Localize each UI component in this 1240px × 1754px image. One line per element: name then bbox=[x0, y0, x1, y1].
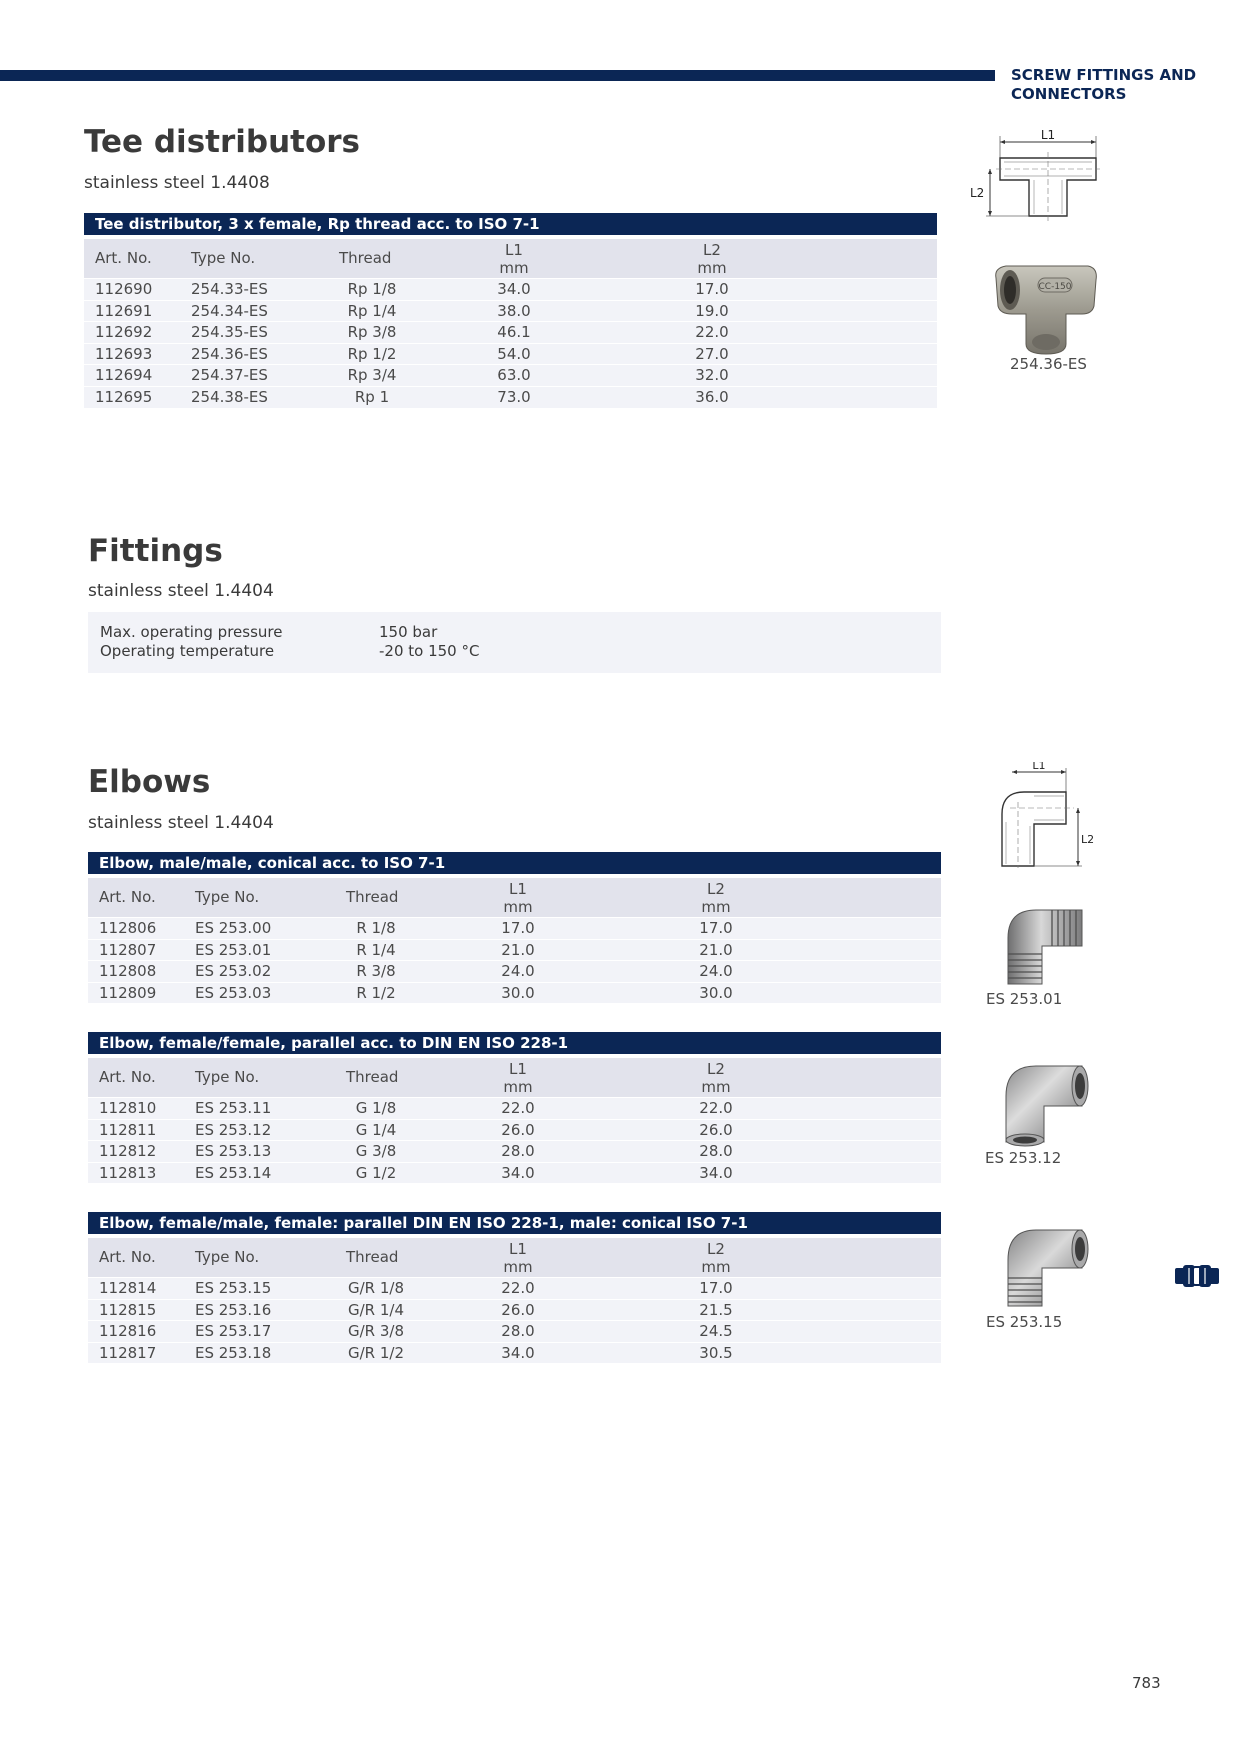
cell-type: ES 253.00 bbox=[195, 919, 272, 937]
photo-marking: CC-150 bbox=[1038, 282, 1072, 292]
col-l1-unit: mm bbox=[503, 1078, 533, 1096]
col-l2-unit: mm bbox=[697, 259, 727, 277]
cell-thread: G/R 1/8 bbox=[347, 1279, 404, 1297]
tee-material: stainless steel 1.4408 bbox=[84, 173, 270, 193]
cell-l1: 22.0 bbox=[501, 1099, 535, 1117]
cell-type: ES 253.01 bbox=[195, 940, 272, 959]
tee-dimension-diagram bbox=[968, 128, 1103, 224]
dim-label-l2: L2 bbox=[1081, 833, 1095, 846]
col-art-no: Art. No. bbox=[99, 1068, 156, 1086]
table-header bbox=[88, 878, 941, 917]
elbow-dimension-diagram bbox=[990, 762, 1105, 870]
fittings-title: Fittings bbox=[88, 533, 223, 569]
elbow-photo-male-male bbox=[994, 888, 1090, 988]
cell-thread: G/R 1/4 bbox=[347, 1300, 404, 1319]
cell-l1: 46.1 bbox=[497, 323, 531, 342]
cell-art: 112815 bbox=[99, 1300, 157, 1319]
cell-thread: G 1/4 bbox=[355, 1120, 397, 1139]
cell-l1: 38.0 bbox=[497, 301, 531, 320]
cell-l2: 22.0 bbox=[695, 323, 729, 342]
cell-thread: Rp 1 bbox=[354, 387, 390, 406]
cell-type: ES 253.15 bbox=[195, 1279, 272, 1297]
cell-thread: Rp 3/4 bbox=[347, 366, 397, 385]
cell-l1: 34.0 bbox=[497, 280, 531, 298]
cell-type: ES 253.03 bbox=[195, 983, 272, 1002]
cell-l1: 28.0 bbox=[501, 1142, 535, 1161]
table-body bbox=[84, 278, 937, 408]
cell-l1: 34.0 bbox=[501, 1343, 535, 1362]
cell-l2: 21.0 bbox=[699, 940, 733, 959]
table-caption: Elbow, female/male, female: parallel DIN EN ISO 228-1, male: conical ISO 7-1 bbox=[88, 1212, 941, 1234]
cell-art: 112807 bbox=[99, 940, 157, 959]
cell-l1: 34.0 bbox=[501, 1163, 535, 1182]
col-l2-unit: mm bbox=[701, 1078, 731, 1096]
elbow-table-male-male bbox=[88, 852, 941, 1003]
table-row bbox=[88, 1320, 941, 1342]
table-row bbox=[88, 939, 941, 961]
col-art-no: Art. No. bbox=[99, 1248, 156, 1266]
cell-l2: 19.0 bbox=[695, 301, 729, 320]
cell-l1: 30.0 bbox=[501, 983, 535, 1002]
elbow-photo-caption-3: ES 253.15 bbox=[986, 1313, 1063, 1331]
cell-art: 112810 bbox=[99, 1099, 157, 1117]
cell-type: 254.36-ES bbox=[191, 344, 268, 363]
col-l1: L1 bbox=[505, 241, 523, 259]
cell-l2: 26.0 bbox=[699, 1120, 733, 1139]
table-row bbox=[88, 1299, 941, 1321]
table-header bbox=[84, 239, 937, 278]
cell-art: 112816 bbox=[99, 1322, 157, 1341]
header-bar bbox=[0, 70, 995, 81]
cell-thread: R 3/8 bbox=[356, 962, 396, 981]
cell-art: 112808 bbox=[99, 962, 157, 981]
table-row bbox=[88, 1140, 941, 1162]
cell-art: 112812 bbox=[99, 1142, 157, 1161]
elbow-photo-female-male bbox=[994, 1210, 1090, 1310]
cell-thread: Rp 1/2 bbox=[347, 344, 397, 363]
cell-l2: 27.0 bbox=[695, 344, 729, 363]
cell-art: 112813 bbox=[99, 1163, 157, 1182]
cell-l1: 22.0 bbox=[501, 1279, 535, 1297]
elbow-photo-caption-2: ES 253.12 bbox=[985, 1149, 1062, 1167]
elbows-material: stainless steel 1.4404 bbox=[88, 813, 274, 833]
cell-l2: 17.0 bbox=[699, 919, 733, 937]
spec-label-pressure: Max. operating pressure bbox=[100, 623, 283, 641]
table-row bbox=[88, 1342, 941, 1364]
cell-l1: 63.0 bbox=[497, 366, 531, 385]
tee-title: Tee distributors bbox=[84, 124, 360, 160]
page-number: 783 bbox=[1132, 1674, 1161, 1692]
cell-thread: R 1/8 bbox=[356, 919, 396, 937]
table-row bbox=[88, 1097, 941, 1119]
cell-thread: G 1/8 bbox=[355, 1099, 397, 1117]
cell-art: 112806 bbox=[99, 919, 157, 937]
cell-art: 112809 bbox=[99, 983, 157, 1002]
elbow-table-female-female bbox=[88, 1032, 941, 1183]
cell-type: ES 253.02 bbox=[195, 962, 272, 981]
table-caption: Elbow, male/male, conical acc. to ISO 7-1 bbox=[88, 852, 941, 874]
cell-thread: G 3/8 bbox=[355, 1142, 397, 1161]
cell-thread: Rp 1/8 bbox=[347, 280, 397, 298]
table-header bbox=[88, 1238, 941, 1277]
col-l2: L2 bbox=[707, 1060, 725, 1078]
cell-art: 112695 bbox=[95, 387, 153, 406]
col-l1-unit: mm bbox=[499, 259, 529, 277]
table-caption: Elbow, female/female, parallel acc. to DIN EN ISO 228-1 bbox=[88, 1032, 941, 1054]
col-thread: Thread bbox=[346, 1068, 399, 1086]
col-l2: L2 bbox=[707, 1240, 725, 1258]
elbow-table-female-male bbox=[88, 1212, 941, 1363]
cell-thread: R 1/4 bbox=[356, 940, 396, 959]
col-type-no: Type No. bbox=[195, 1068, 260, 1086]
cell-l2: 30.0 bbox=[699, 983, 733, 1002]
cell-l2: 21.5 bbox=[699, 1300, 733, 1319]
cell-type: ES 253.13 bbox=[195, 1142, 272, 1161]
cell-l2: 24.5 bbox=[699, 1322, 733, 1341]
cell-l2: 34.0 bbox=[699, 1163, 733, 1182]
elbow-photo-female-female bbox=[994, 1048, 1090, 1148]
cell-l1: 26.0 bbox=[501, 1120, 535, 1139]
table-caption: Tee distributor, 3 x female, Rp thread acc. to ISO 7-1 bbox=[84, 213, 937, 235]
cell-type: ES 253.18 bbox=[195, 1343, 272, 1362]
col-l1: L1 bbox=[509, 880, 527, 898]
cell-thread: G/R 1/2 bbox=[347, 1343, 404, 1362]
cell-l1: 54.0 bbox=[497, 344, 531, 363]
cell-l1: 21.0 bbox=[501, 940, 535, 959]
col-l2: L2 bbox=[707, 880, 725, 898]
cell-l2: 30.5 bbox=[699, 1343, 733, 1362]
table-row bbox=[88, 917, 941, 939]
cell-l2: 22.0 bbox=[699, 1099, 733, 1117]
table-row bbox=[84, 278, 937, 300]
col-thread: Thread bbox=[346, 888, 399, 906]
cell-type: ES 253.17 bbox=[195, 1322, 272, 1341]
cell-type: ES 253.12 bbox=[195, 1120, 272, 1139]
cell-l2: 17.0 bbox=[695, 280, 729, 298]
cell-art: 112811 bbox=[99, 1120, 157, 1139]
spec-label-temperature: Operating temperature bbox=[100, 642, 275, 660]
spec-box bbox=[88, 612, 941, 673]
table-row bbox=[84, 321, 937, 343]
table-row bbox=[88, 960, 941, 982]
cell-art: 112693 bbox=[95, 344, 153, 363]
col-type-no: Type No. bbox=[191, 249, 256, 267]
elbows-title: Elbows bbox=[88, 764, 211, 800]
cell-type: 254.35-ES bbox=[191, 323, 268, 342]
spec-value-temperature: -20 to 150 °C bbox=[379, 642, 480, 660]
cell-l2: 24.0 bbox=[699, 962, 733, 981]
table-row bbox=[84, 343, 937, 365]
cell-thread: G 1/2 bbox=[355, 1163, 397, 1182]
table-row bbox=[88, 1119, 941, 1141]
col-art-no: Art. No. bbox=[99, 888, 156, 906]
cell-l1: 73.0 bbox=[497, 387, 531, 406]
cell-art: 112691 bbox=[95, 301, 153, 320]
dim-label-l2: L2 bbox=[970, 186, 985, 200]
col-l1: L1 bbox=[509, 1060, 527, 1078]
spec-value-pressure: 150 bar bbox=[379, 623, 438, 641]
cell-l2: 17.0 bbox=[699, 1279, 733, 1297]
table-row bbox=[84, 386, 937, 408]
cell-l2: 28.0 bbox=[699, 1142, 733, 1161]
col-thread: Thread bbox=[339, 249, 392, 267]
cell-thread: Rp 1/4 bbox=[347, 301, 397, 320]
fittings-material: stainless steel 1.4404 bbox=[88, 581, 274, 601]
cell-type: ES 253.14 bbox=[195, 1163, 272, 1182]
cell-art: 112814 bbox=[99, 1279, 157, 1297]
cell-l1: 26.0 bbox=[501, 1300, 535, 1319]
table-header bbox=[88, 1058, 941, 1097]
cell-thread: G/R 3/8 bbox=[347, 1322, 404, 1341]
col-l1: L1 bbox=[509, 1240, 527, 1258]
cell-type: 254.33-ES bbox=[191, 280, 268, 298]
col-art-no: Art. No. bbox=[95, 249, 152, 267]
col-l2: L2 bbox=[703, 241, 721, 259]
cell-art: 112690 bbox=[95, 280, 153, 298]
section-label: SCREW FITTINGS AND CONNECTORS bbox=[1011, 66, 1197, 103]
cell-type: ES 253.11 bbox=[195, 1099, 272, 1117]
col-type-no: Type No. bbox=[195, 888, 260, 906]
cell-type: ES 253.16 bbox=[195, 1300, 272, 1319]
tee-photo-caption: 254.36-ES bbox=[1010, 355, 1087, 373]
fittings-category-icon bbox=[1174, 1262, 1220, 1290]
cell-l1: 17.0 bbox=[501, 919, 535, 937]
tee-fitting-photo bbox=[990, 262, 1102, 356]
table-row bbox=[88, 982, 941, 1004]
cell-l1: 24.0 bbox=[501, 962, 535, 981]
dim-label-l1: L1 bbox=[1032, 762, 1046, 772]
col-l1-unit: mm bbox=[503, 1258, 533, 1276]
cell-l1: 28.0 bbox=[501, 1322, 535, 1341]
table-row bbox=[84, 300, 937, 322]
cell-type: 254.38-ES bbox=[191, 387, 268, 406]
col-l2-unit: mm bbox=[701, 898, 731, 916]
cell-thread: R 1/2 bbox=[356, 983, 396, 1002]
cell-type: 254.37-ES bbox=[191, 366, 268, 385]
table-row bbox=[88, 1162, 941, 1184]
cell-art: 112692 bbox=[95, 323, 153, 342]
col-l1-unit: mm bbox=[503, 898, 533, 916]
tee-table bbox=[84, 213, 937, 408]
col-type-no: Type No. bbox=[195, 1248, 260, 1266]
col-thread: Thread bbox=[346, 1248, 399, 1266]
dim-label-l1: L1 bbox=[1040, 128, 1056, 142]
col-l2-unit: mm bbox=[701, 1258, 731, 1276]
cell-type: 254.34-ES bbox=[191, 301, 268, 320]
cell-l2: 36.0 bbox=[695, 387, 729, 406]
cell-l2: 32.0 bbox=[695, 366, 729, 385]
table-row bbox=[84, 364, 937, 386]
table-row bbox=[88, 1277, 941, 1299]
elbow-photo-caption-1: ES 253.01 bbox=[986, 990, 1063, 1008]
cell-thread: Rp 3/8 bbox=[347, 323, 397, 342]
cell-art: 112694 bbox=[95, 366, 153, 385]
cell-art: 112817 bbox=[99, 1343, 157, 1362]
